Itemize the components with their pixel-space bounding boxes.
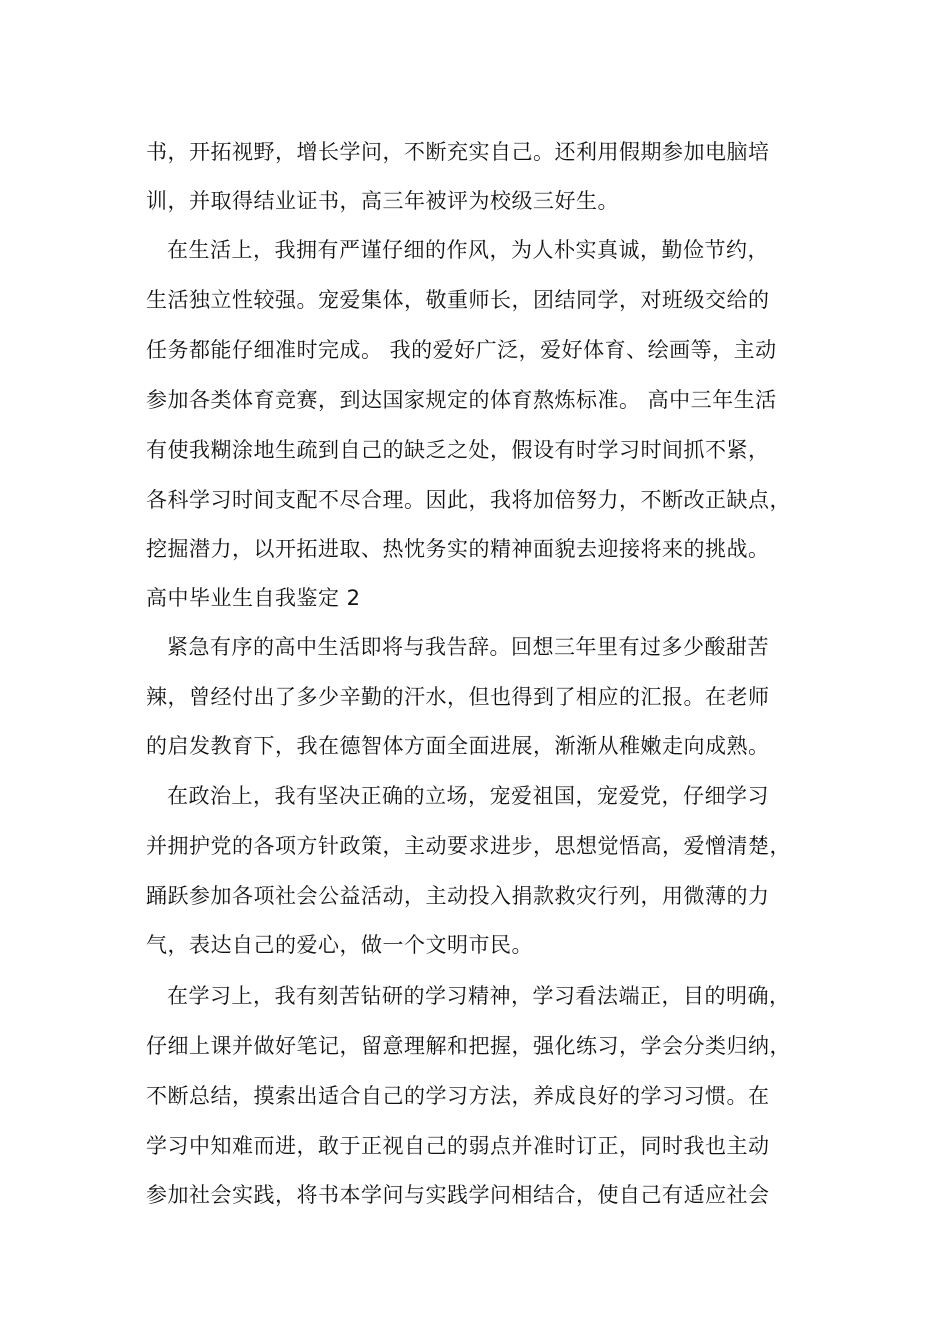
paragraph-line: 书，开拓视野，增长学问，不断充实自己。还利用假期参加电脑培 (146, 140, 770, 164)
paragraph-line: 仔细上课并做好笔记，留意理解和把握，强化练习，学会分类归纳， (146, 1034, 791, 1058)
paragraph-line: 辣，曾经付出了多少辛勤的汗水，但也得到了相应的汇报。在老师 (146, 685, 770, 709)
paragraph-line: 任务都能仔细准时完成。 我的爱好广泛，爱好体育、绘画等，主动 (146, 338, 777, 362)
paragraph-line: 参加社会实践，将书本学问与实践学问相结合，使自己有适应社会 (146, 1183, 770, 1207)
paragraph-line: 有使我糊涂地生疏到自己的缺乏之处，假设有时学习时间抓不紧， (146, 438, 770, 462)
paragraph-line: 踊跃参加各项社会公益活动，主动投入捐款救灾行列，用微薄的力 (146, 884, 770, 908)
paragraph-line: 并拥护党的各项方针政策，主动要求进步，思想觉悟高，爱憎清楚， (146, 834, 791, 858)
paragraph-line: 紧急有序的高中生活即将与我告辞。回想三年里有过多少酸甜苦 (167, 635, 769, 659)
paragraph-line: 生活独立性较强。宠爱集体，敬重师长，团结同学，对班级交给的 (146, 288, 770, 312)
paragraph-line: 不断总结，摸索出适合自己的学习方法，养成良好的学习习惯。在 (146, 1084, 770, 1108)
paragraph-line: 训，并取得结业证书，高三年被评为校级三好生。 (146, 189, 619, 213)
paragraph-line: 在政治上，我有坚决正确的立场，宠爱祖国，宠爱党，仔细学习 (167, 784, 769, 808)
paragraph-line: 各科学习时间支配不尽合理。因此，我将加倍努力，不断改正缺点， (146, 488, 791, 512)
paragraph-line: 参加各类体育竞赛，到达国家规定的体育熬炼标准。 高中三年生活 (146, 388, 777, 412)
section-heading: 高中毕业生自我鉴定 2 (146, 586, 361, 610)
paragraph-line: 气，表达自己的爱心，做一个文明市民。 (146, 933, 533, 957)
paragraph-line: 在学习上，我有刻苦钻研的学习精神，学习看法端正，目的明确， (167, 984, 791, 1008)
paragraph-line: 学习中知难而进，敢于正视自己的弱点并准时订正，同时我也主动 (146, 1134, 770, 1158)
paragraph-line: 的启发教育下，我在德智体方面全面进展，渐渐从稚嫩走向成熟。 (146, 734, 770, 758)
paragraph-line: 在生活上，我拥有严谨仔细的作风，为人朴实真诚，勤俭节约， (167, 238, 769, 262)
paragraph-line: 挖掘潜力，以开拓进取、热忱务实的精神面貌去迎接将来的挑战。 (146, 537, 770, 561)
